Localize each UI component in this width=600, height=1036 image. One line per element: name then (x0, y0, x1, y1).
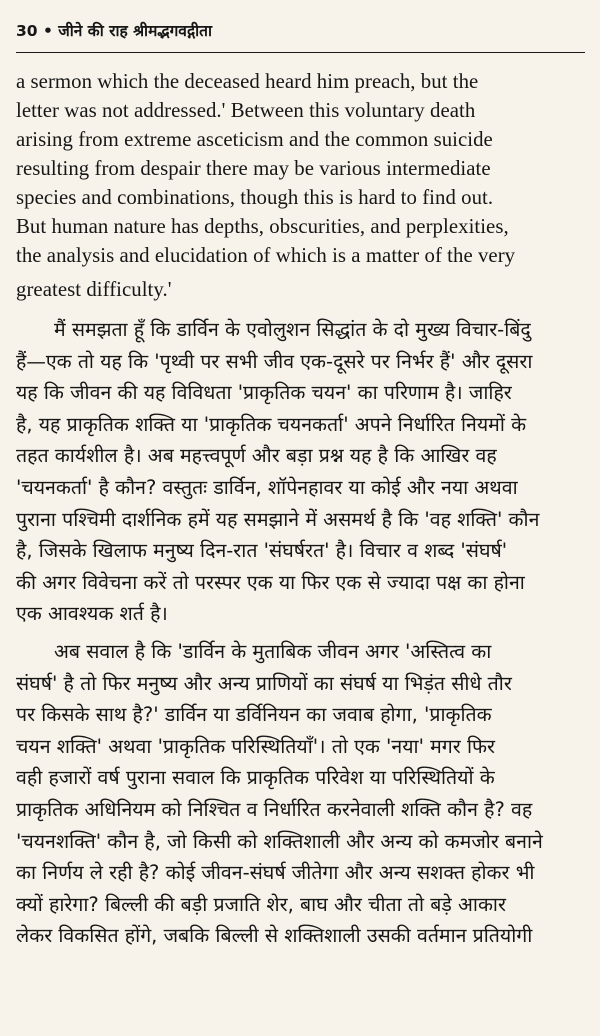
hindi-paragraph-2 (16, 636, 588, 952)
quote-line: a sermon which the deceased heard him preach, but the (16, 70, 479, 93)
paragraph-line: चयन शक्ति' अथवा 'प्राकृतिक परिस्थितियाँ'। तो एक 'नया' मगर फिर (16, 734, 496, 758)
paragraph-line: हैं—एक तो यह कि 'पृथ्वी पर सभी जीव एक-दूसरे पर निर्भर हैं' और दूसरा (16, 349, 533, 373)
paragraph-line: की अगर विवेचना करें तो परस्पर एक या फिर एक से ज्यादा पक्ष का होना (16, 570, 525, 594)
paragraph-line: प्राकृतिक अधिनियम को निश्चित व निर्धारित करनेवाली शक्ति कौन है? वह (16, 797, 533, 821)
paragraph-line: संघर्ष' है तो फिर मनुष्य और अन्य प्राणियों का संघर्ष या भिड़ंत सीधे तौर (16, 671, 512, 695)
paragraph-line: 'चयनकर्ता' है कौन? वस्तुतः डार्विन, शॉपेनहावर या कोई और नया अथवा (16, 475, 518, 499)
quote-line: arising from extreme asceticism and the common suicide (16, 128, 493, 151)
running-head: 30 • जीने की राह श्रीमद्भगवद्गीता (16, 22, 213, 40)
paragraph-line: का निर्णय ले रही है? कोई जीवन-संघर्ष जीतेगा और अन्य सशक्त होकर भी (16, 861, 535, 885)
header-rule (16, 52, 585, 53)
paragraph-line: पुराना पश्चिमी दार्शनिक हमें यह समझाने में असमर्थ है कि 'वह शक्ति' कौन (16, 507, 540, 531)
paragraph-line: मैं समझता हूँ कि डार्विन के एवोलुशन सिद्धांत के दो मुख्य विचार-बिंदु (54, 318, 531, 341)
quote-line: letter was not addressed.' Between this voluntary death (16, 99, 476, 122)
quote-line: resulting from despair there may be various intermediate (16, 157, 491, 180)
paragraph-line: अब सवाल है कि 'डार्विन के मुताबिक जीवन अगर 'अस्तित्व का (54, 639, 492, 663)
paragraph-line: क्यों हारेगा? बिल्ली की बड़ी प्रजाति शेर, बाघ और चीता तो बड़े आकार (16, 892, 506, 916)
quote-line: the analysis and elucidation of which is a matter of the very (16, 244, 516, 267)
paragraph-line: लेकर विकसित होंगे, जबकि बिल्ली से शक्तिशाली उसकी वर्तमान प्रतियोगी (16, 924, 533, 948)
hindi-paragraph-1 (16, 314, 588, 630)
paragraph-line: 'चयनशक्ति' कौन है, जो किसी को शक्तिशाली और अन्य को कमजोर बनाने (16, 829, 543, 853)
paragraph-line: वही हजारों वर्ष पुराना सवाल कि प्राकृतिक परिवेश या परिस्थितियों के (16, 766, 495, 790)
paragraph-line: है, जिसके खिलाफ मनुष्य दिन-रात 'संघर्षरत' है। विचार व शब्द 'संघर्ष' (16, 539, 508, 563)
english-quote-block (16, 67, 588, 304)
paragraph-line: एक आवश्यक शर्त है। (16, 602, 168, 626)
paragraph-line: यह कि जीवन की यह विविधता 'प्राकृतिक चयन' का परिणाम है। जाहिर (16, 381, 512, 405)
paragraph-line: है, यह प्राकृतिक शक्ति या 'प्राकृतिक चयनकर्ता' अपने निर्धारित नियमों के (16, 412, 527, 436)
quote-line: greatest difficulty.' (16, 278, 172, 301)
paragraph-line: तहत कार्यशील है। अब महत्त्वपूर्ण और बड़ा प्रश्न यह है कि आखिर वह (16, 444, 497, 468)
paragraph-line: पर किसके साथ है?' डार्विन या डर्विनियन का जवाब होगा, 'प्राकृतिक (16, 703, 492, 727)
quote-line: species and combinations, though this is hard to find out. (16, 186, 494, 209)
quote-line: But human nature has depths, obscurities, and perplexities, (16, 215, 509, 238)
